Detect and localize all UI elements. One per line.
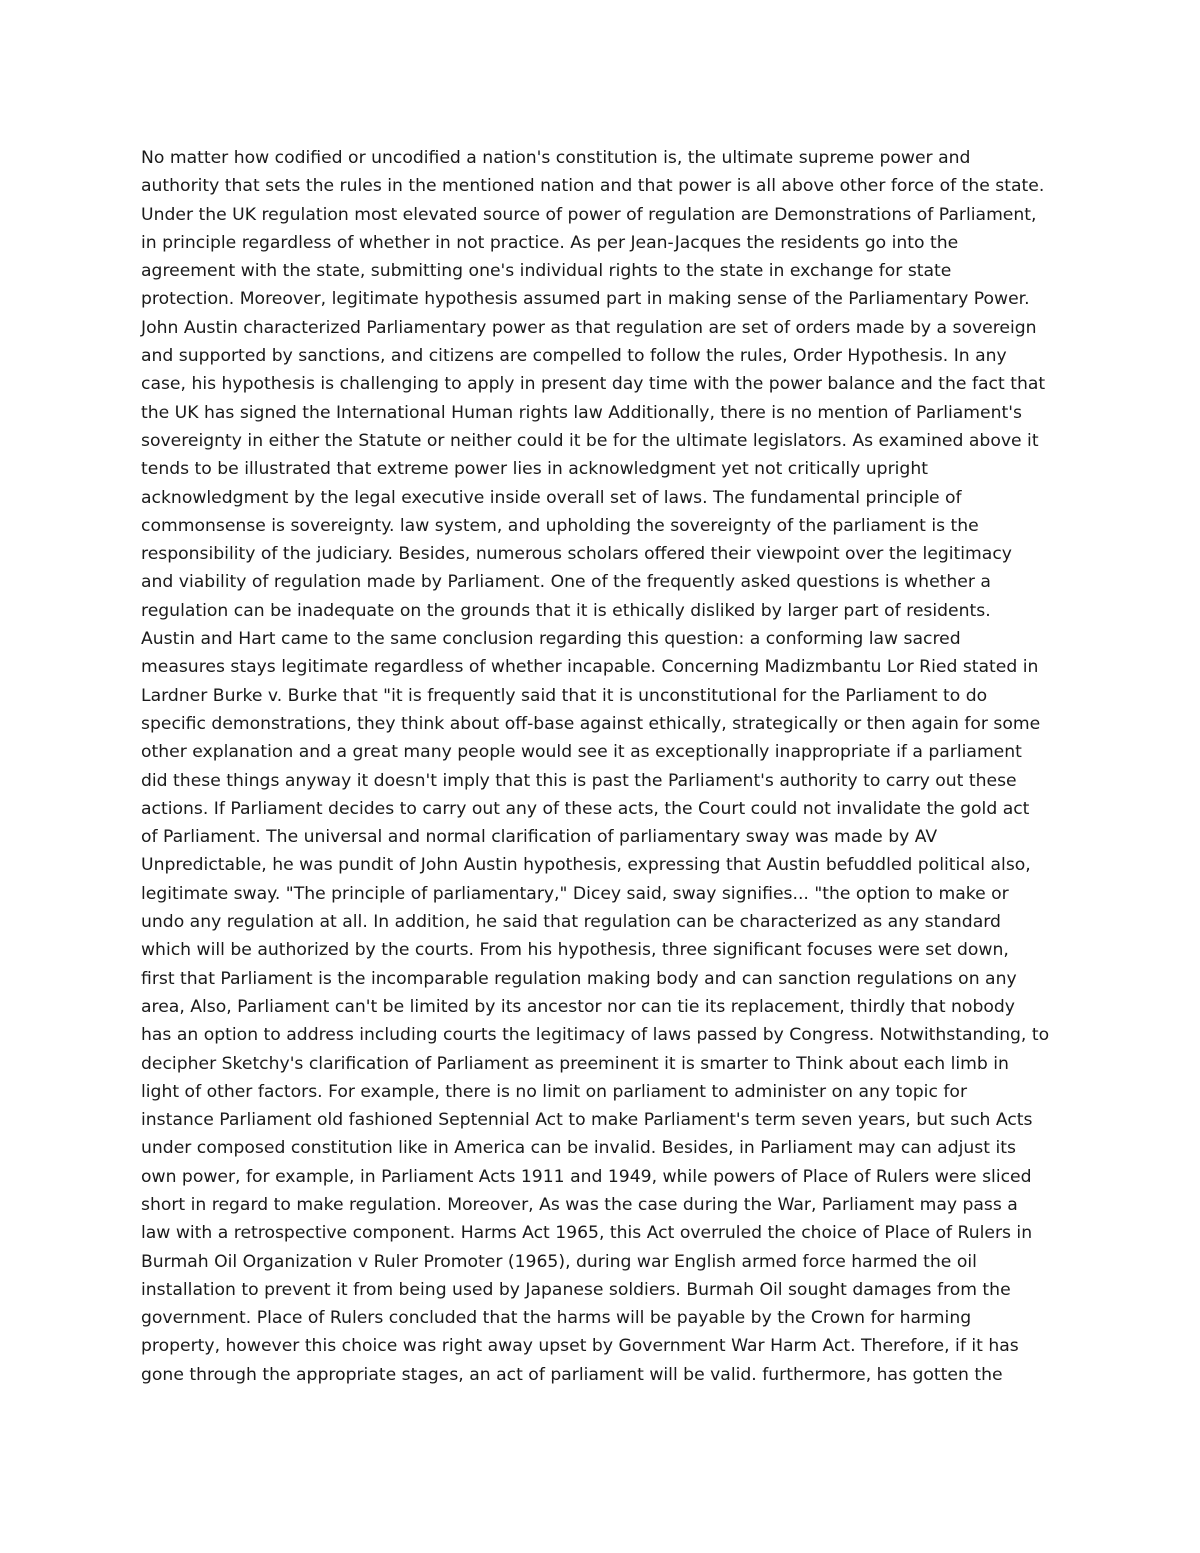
text-line: tends to be illustrated that extreme power lies in acknowledgment yet not critically upright: [141, 459, 928, 480]
text-line: did these things anyway it doesn't imply that this is past the Parliament's authority to carry out these: [141, 770, 1017, 791]
text-line: light of other factors. For example, there is no limit on parliament to administer on any topic for: [141, 1081, 968, 1102]
text-line: gone through the appropriate stages, an act of parliament will be valid. furthermore, has gotten the: [141, 1364, 1003, 1385]
text-line: measures stays legitimate regardless of whether incapable. Concerning Madizmbantu Lor Ried stated in: [141, 657, 1039, 678]
text-line: instance Parliament old fashioned Septennial Act to make Parliament's term seven years, but such Acts: [141, 1110, 1033, 1131]
text-line: responsibility of the judiciary. Besides, numerous scholars offered their viewpoint over the legitimacy: [141, 544, 1012, 565]
text-line: decipher Sketchy's clarification of Parliament as preeminent it is smarter to Think about each limb in: [141, 1053, 1009, 1074]
text-line: legitimate sway. "The principle of parliamentary," Dicey said, sway signifies... "the option to make or: [141, 883, 1009, 904]
text-line: Burmah Oil Organization v Ruler Promoter (1965), during war English armed force harmed the oil: [141, 1251, 977, 1272]
text-line: other explanation and a great many people would see it as exceptionally inappropriate if a parliament: [141, 742, 1022, 763]
text-line: Lardner Burke v. Burke that "it is frequently said that it is unconstitutional for the Parliament to do: [141, 685, 988, 706]
text-line: the UK has signed the International Human rights law Additionally, there is no mention of Parliament's: [141, 402, 1022, 423]
text-line: own power, for example, in Parliament Acts 1911 and 1949, while powers of Place of Rulers were sliced: [141, 1166, 1032, 1187]
text-line: No matter how codified or uncodified a nation's constitution is, the ultimate supreme power and: [141, 148, 971, 168]
text-line: which will be authorized by the courts. From his hypothesis, three significant focuses were set down,: [141, 940, 1009, 961]
text-line: short in regard to make regulation. Moreover, As was the case during the War, Parliament may pass a: [141, 1194, 1018, 1215]
text-line: Under the UK regulation most elevated source of power of regulation are Demonstrations of Parliament,: [141, 204, 1037, 225]
text-line: undo any regulation at all. In addition, he said that regulation can be characterized as any standard: [141, 912, 1001, 933]
text-line: first that Parliament is the incomparable regulation making body and can sanction regulations on any: [141, 968, 1017, 989]
text-line: of Parliament. The universal and normal clarification of parliamentary sway was made by AV: [141, 827, 938, 848]
text-line: protection. Moreover, legitimate hypothesis assumed part in making sense of the Parliamentary Power.: [141, 289, 1030, 310]
text-line: actions. If Parliament decides to carry out any of these acts, the Court could not invalidate the gold act: [141, 798, 1030, 819]
text-line: under composed constitution like in America can be invalid. Besides, in Parliament may can adjust its: [141, 1138, 1016, 1159]
text-line: agreement with the state, submitting one's individual rights to the state in exchange for state: [141, 261, 952, 282]
text-line: government. Place of Rulers concluded that the harms will be payable by the Crown for harming: [141, 1308, 972, 1329]
text-line: installation to prevent it from being used by Japanese soldiers. Burmah Oil sought damages from the: [141, 1279, 1011, 1300]
text-line: law with a retrospective component. Harms Act 1965, this Act overruled the choice of Place of Rulers in: [141, 1223, 1033, 1244]
text-line: Unpredictable, he was pundit of John Austin hypothesis, expressing that Austin befuddled political also,: [141, 855, 1031, 876]
text-line: case, his hypothesis is challenging to apply in present day time with the power balance and the fact that: [141, 374, 1046, 395]
text-line: sovereignty in either the Statute or neither could it be for the ultimate legislators. As examined above it: [141, 430, 1039, 451]
text-line: property, however this choice was right away upset by Government War Harm Act. Therefore, if it has: [141, 1336, 1019, 1357]
text-line: Austin and Hart came to the same conclusion regarding this question: a conforming law sacred: [141, 629, 961, 650]
text-line: authority that sets the rules in the mentioned nation and that power is all above other force of the state.: [141, 176, 1045, 197]
text-line: regulation can be inadequate on the grounds that it is ethically disliked by larger part of residents.: [141, 600, 991, 621]
text-line: John Austin characterized Parliamentary power as that regulation are set of orders made by a sovereign: [141, 317, 1037, 338]
text-line: commonsense is sovereignty. law system, and upholding the sovereignty of the parliament is the: [141, 515, 979, 536]
body-paragraph: [141, 144, 1071, 1389]
text-line: and supported by sanctions, and citizens are compelled to follow the rules, Order Hypothesis. In any: [141, 346, 1007, 367]
text-line: has an option to address including courts the legitimacy of laws passed by Congress. Notwithstanding, to: [141, 1025, 1050, 1046]
text-line: area, Also, Parliament can't be limited by its ancestor nor can tie its replacement, thirdly that nobody: [141, 996, 1015, 1017]
text-line: and viability of regulation made by Parliament. One of the frequently asked questions is whether a: [141, 572, 991, 593]
text-line: acknowledgment by the legal executive inside overall set of laws. The fundamental principle of: [141, 487, 962, 508]
text-line: specific demonstrations, they think about off-base against ethically, strategically or then again for some: [141, 713, 1041, 734]
text-line: in principle regardless of whether in not practice. As per Jean-Jacques the residents go into the: [141, 232, 959, 253]
